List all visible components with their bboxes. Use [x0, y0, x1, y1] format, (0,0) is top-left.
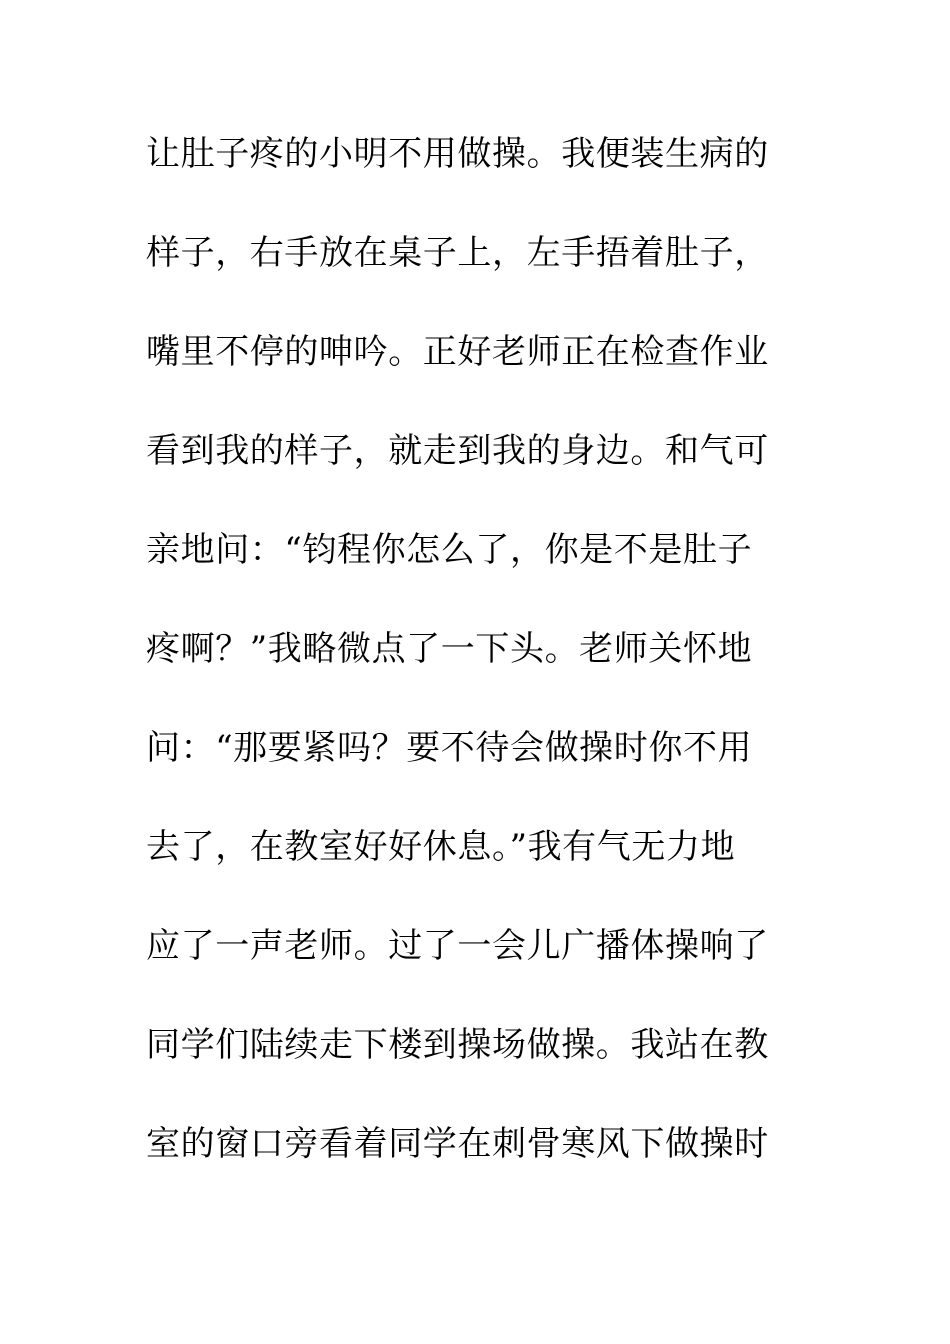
text-line: 样子，右手放在桌子上，左手捂着肚子， [146, 233, 769, 273]
body-text [146, 124, 816, 1213]
text-line: 嘴里不停的呻吟。正好老师正在检查作业 [146, 332, 769, 372]
text-line: 应了一声老师。过了一会儿广播体操响了 [146, 926, 769, 966]
text-line: 疼啊？”我略微点了一下头。老师关怀地 [146, 629, 753, 669]
text-line: 看到我的样子，就走到我的身边。和气可 [146, 431, 769, 471]
text-line: 同学们陆续走下楼到操场做操。我站在教 [146, 1025, 769, 1065]
text-line: 让肚子疼的小明不用做操。我便装生病的 [146, 134, 769, 174]
text-line: 亲地问：“钧程你怎么了，你是不是肚子 [146, 530, 753, 570]
text-line: 去了，在教室好好休息。”我有气无力地 [146, 827, 736, 867]
text-line: 问：“那要紧吗？要不待会做操时你不用 [146, 728, 753, 768]
text-line: 室的窗口旁看着同学在刺骨寒风下做操时 [146, 1124, 769, 1164]
